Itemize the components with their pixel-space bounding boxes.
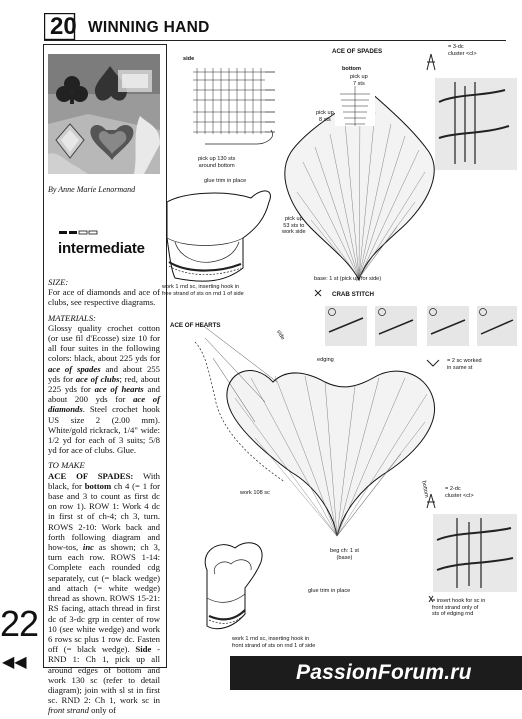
header-rule (44, 40, 506, 41)
spade-box-3d (167, 191, 270, 281)
page-title: WINNING HAND (88, 19, 210, 36)
skill-level-label: intermediate (58, 240, 145, 257)
label-3dc-cluster: = 3-dc cluster <cl> (448, 44, 477, 57)
crab-stitch-steps (325, 306, 517, 346)
label-glue-trim-top: glue trim in place (204, 178, 247, 184)
label-work-108-sc: work 108 sc (240, 490, 270, 496)
label-pick-up-53: pick up 53 sts to work side (282, 216, 306, 235)
heart-shape (195, 324, 435, 536)
crochet-diagrams (165, 42, 522, 656)
size-body: For ace of diamonds and ace of clubs, see respective diagrams. (48, 287, 160, 308)
label-2-sc-same-st: = 2 sc worked in same st (447, 358, 482, 371)
label-beg-ch: beg ch: 1 st (base) (330, 548, 359, 561)
previous-page-arrows-icon[interactable]: ◀◀ (2, 652, 27, 671)
heart-box-3d (205, 543, 262, 629)
to-make-heading: TO MAKE (48, 460, 85, 471)
label-pick-up-8: pick up 8 sts (316, 110, 334, 123)
label-side: side (183, 56, 195, 62)
label-base-note: base: 1 st (pick up for side) (314, 276, 382, 282)
label-work-1-rnd-bottom: work 1 rnd sc, inserting hook in front strand of sts on rnd 1 of side (232, 636, 316, 649)
spades-instructions: ACE OF SPADES: With black, for bottom ch 4 (= 1 for base and 3 to count as first dc on row 1). ROW 1: Work 4 dc in first st of ch-4; ch 3, turn. ROWS 2-10: Work back and forth following diagram and how-tos, inc as shown; ch 3, turn each row. ROWS 1-14: Complete each rounded cdg separately, cut (= black wedge) and attach (= white wedge) thread as shown. ROWS 15-21: RS facing, attach thread in first dc of 3-dc grp in center of row 10 (see white wedge) and work 6 rows sc plus 1 row dc. Fasten off (= black wedge). Side - RND 1: Ch 1, pick up all around edges of bottom and work 130 sc (refer to detail diagram); join with sl st in first sc. RND 2: Ch 1, work sc in front strand only of (48, 470, 160, 716)
label-pick-up-7: pick up 7 sts (350, 74, 368, 87)
materials-body: Glossy quality crochet cotton (or use fil d'Ecosse) size 10 for all four suites in the following colors: black, about 225 yds for ace of spades and about 255 yds for ace of clubs; red, about 225 yds for ace of hearts and about 200 yds for ace of diamonds. Steel crochet hook US size 2 (2.00 mm). White/gold rickrack, 1/4" wide: 1/2 yd for each of 3 suits; 5/8 yd for ace of clubs. Glue. (48, 322, 161, 456)
watermark-text: PassionForum.ru (296, 661, 472, 684)
project-number: 20 (50, 13, 77, 40)
label-2dc-cluster: = 2-dc cluster <cl> (445, 486, 474, 499)
label-insert-hook: = insert hook for sc in front strand only of sts of edging rnd (432, 598, 486, 617)
label-ace-of-hearts: ACE OF HEARTS (170, 322, 221, 329)
dc-cluster-diagram-bottom (427, 494, 517, 592)
byline: By Anne Marie Lenormand (48, 185, 136, 194)
spade-shape (285, 86, 434, 280)
side-stitch-chart (193, 68, 275, 144)
label-glue-trim-bottom: glue trim in place (308, 588, 351, 594)
dc-cluster-diagram-top (427, 54, 517, 170)
project-photo (48, 54, 160, 174)
label-bottom-spades: bottom (342, 66, 361, 72)
label-bottom-hearts: bottom (420, 480, 430, 499)
label-edging: edging (317, 357, 334, 363)
size-heading: SIZE: (48, 277, 69, 287)
materials-heading: MATERIALS: (48, 312, 96, 323)
label-work-1-rnd-top: work 1 rnd sc, inserting hook in free strand of sts on rnd 1 of side (162, 284, 244, 297)
instructions-text (48, 272, 160, 719)
label-pick-up-130: pick up 130 sts around bottom (198, 156, 236, 169)
page-number: 22 (0, 603, 39, 644)
label-ace-of-spades: ACE OF SPADES (332, 48, 383, 55)
label-side-hearts: side (275, 329, 286, 342)
label-crab-stitch: CRAB STITCH (332, 291, 374, 298)
